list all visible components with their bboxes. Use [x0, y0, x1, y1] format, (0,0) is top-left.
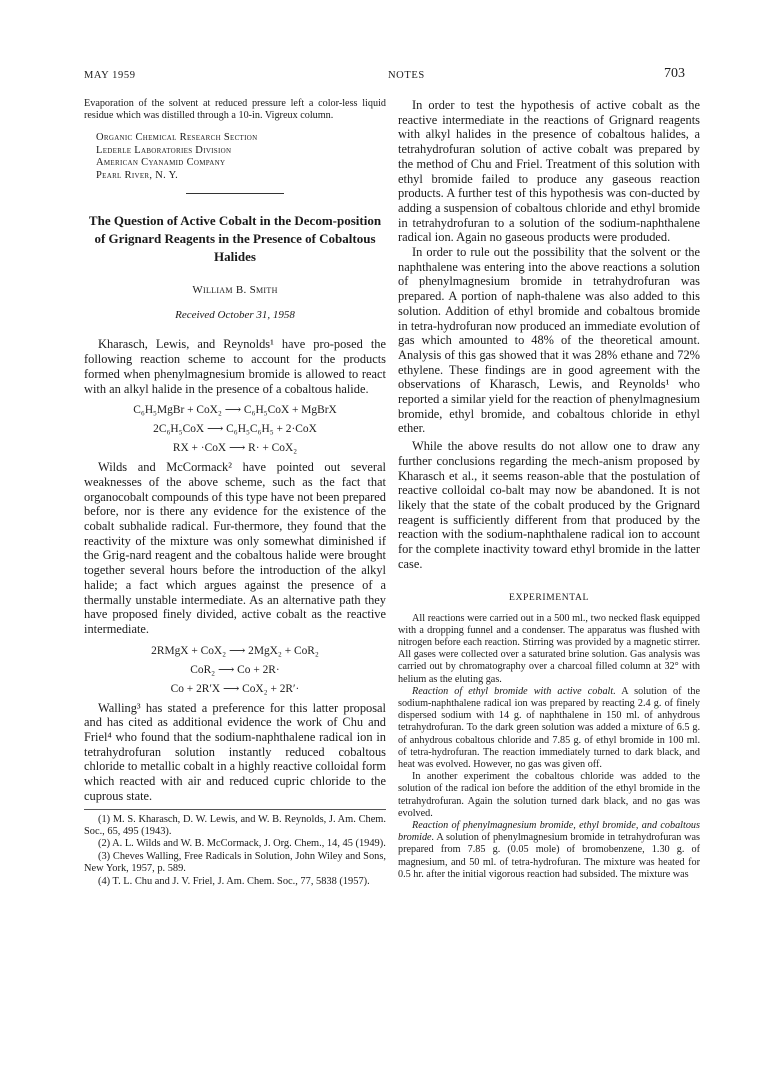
address-line: Pearl River, N. Y. — [96, 169, 179, 181]
section-divider — [186, 193, 284, 194]
address-line: American Cyanamid Company — [96, 157, 226, 169]
reaction-scheme-1 — [84, 403, 386, 455]
subsection-text: A solution of the sodium-naphthalene radical ion was prepared by reacting 2.4 g. of finely dispersed sodium with 14 g. of naphthalene in 150 ml. of anhydrous tetrahydrofuran. To the dark green solution was added a mixture of 6.5 g. of anhydrous cobaltous chloride and 7.85 g. of ethyl bromide in 100 ml. of tetra-hydrofuran. The reaction immediately turned to dark black, and heat was evolved. However, no gas was given off. — [398, 685, 701, 770]
experimental-active-cobalt — [398, 686, 700, 771]
affiliation-address — [84, 132, 386, 182]
solvent-paragraph: In order to rule out the possibility that the solvent or the naphthalene was entering into the above reactions a solution of phenylmagnesium bromide in tetrahydrofuran was prepared. A portion of naph-thalene was also added to this solution. Addition of ethyl bromide and cobaltous bromide in tetra-hydrofuran now produced an immediate evolution of gas which amounted to 48% of the theoretical amount. Analysis of this gas showed that it was 28% ethane and 72% ethylene. These findings are in good agreement with the observations of Kharasch, Lewis, and Reynolds¹ who reported a similar yield for the reaction of phenylmagnesium bromide, ethyl bromide, and cobaltous chloride in ethyl ether. — [398, 245, 700, 436]
equation: 2C₆H₅CoX ⟶ C₆H₅C₆H₅ + 2·CoX — [153, 423, 317, 436]
experimental-heading: EXPERIMENTAL — [509, 591, 589, 603]
article-author: William B. Smith — [192, 284, 278, 297]
address-line: Organic Chemical Research Section — [96, 132, 258, 144]
preceding-article-conclusion: Evaporation of the solvent at reduced pressure left a color-less liquid residue which was distilled through a 10-in. Vigreux column. — [84, 98, 386, 122]
address-line: Lederle Laboratories Division — [96, 144, 232, 156]
running-header-section: NOTES — [388, 70, 425, 81]
test-paragraph: In order to test the hypothesis of active cobalt as the reactive intermediate in the reactions of Grignard reagents with alkyl halides in the presence of cobaltous halides, a tetrahydrofuran solution of active cobalt was prepared by the method of Chu and Friel. Treatment of this solution with ethyl bromide failed to produce any gaseous reaction products. A further test of this hypothesis was con-ducted by adding a suspension of cobaltous chloride and ethyl bromide in tetrahydrofuran to a solution of the sodium-naphthalene radical ion. Again no gaseous products were produded. — [398, 98, 700, 245]
footnote: (2) A. L. Wilds and W. B. McCormack, J. Org. Chem., 14, 45 (1949). — [98, 838, 386, 850]
subsection-heading: Reaction of phenylmagnesium bromide, ethyl bromide, and cobaltous bromide. — [398, 819, 700, 844]
subsection-heading: Reaction of ethyl bromide with active cobalt. — [412, 685, 616, 697]
equation: CoR₂ ⟶ Co + 2R· — [190, 663, 280, 676]
equation: RX + ·CoX ⟶ R· + CoX₂ — [172, 442, 298, 455]
footnote-rule — [84, 809, 386, 810]
experimental-second-run: In another experiment the cobaltous chloride was added to the solution of the radical ion before the addition of the ethyl bromide in the tetrahydrofuran. Again the solution turned dark black, and no gas was evolved. — [398, 771, 700, 819]
walling-paragraph: Walling³ has stated a preference for this latter proposal and has cited as additional evidence the work of Chu and Friel⁴ who found that the sodium-naphthalene radical ion in tetrahydrofuran solution instantly reduced cobaltous chloride to metallic cobalt in a highly reactive colloidal form which reacted with air and reduced cupric chloride to the cuprous state. — [84, 700, 386, 803]
footnote: (1) M. S. Kharasch, D. W. Lewis, and W. B. Reynolds, J. Am. Chem. Soc., 65, 495 (1943). — [84, 813, 386, 837]
left-column — [84, 98, 386, 888]
received-date: Received October 31, 1958 — [175, 309, 295, 322]
equation: C₆H₅MgBr + CoX₂ ⟶ C₆H₅CoX + MgBrX — [133, 404, 337, 417]
equation: 2RMgX + CoX₂ ⟶ 2MgX₂ + CoR₂ — [151, 644, 319, 657]
intro-paragraph: Kharasch, Lewis, and Reynolds¹ have pro-posed the following reaction scheme to account for the products formed when phenylmagnesium bromide is allowed to react with an alkyl halide in the presence of a cobaltous halide. — [84, 337, 386, 396]
footnote: (4) T. L. Chu and J. V. Friel, J. Am. Chem. Soc., 77, 5838 (1957). — [98, 875, 370, 887]
subsection-text: A solution of phenylmagnesium bromide in tetrahydrofuran was prepared from 7.85 g. (0.05 mole) of bromobenzene, 1.30 g. of magnesium, and 50 ml. of tetra-hydrofuran. The mixture was heated for 0.5 hr. after the initial vigorous reaction had subsided. The mixture was — [398, 832, 700, 880]
experimental-grignard — [398, 820, 700, 881]
page-number: 703 — [664, 66, 685, 81]
article-title: The Question of Active Cobalt in the Decom-position of Grignard Reagents in the Presence of Cobaltous Halides — [88, 213, 382, 265]
right-column — [398, 98, 700, 881]
reaction-scheme-2 — [84, 644, 386, 696]
critique-paragraph: Wilds and McCormack² have pointed out several weaknesses of the above scheme, such as the fact that organocobalt compounds of this type have not been prepared before, nor is there any evidence for the existence of the cobalt subhalide radical. Fur-thermore, they found that the reactivity of the mixture was only somewhat diminished if the Grig-nard reagent and the cobaltous halide were brought together several hours before the introduction of the alkyl halide; a fact which argues against the presence of a thermally unstable intermediate. As an alternative path they have proposed finely divided, active cobalt as the reactive intermediate. — [84, 460, 386, 636]
running-header-date: MAY 1959 — [84, 70, 136, 81]
conclusion-paragraph: While the above results do not allow one to draw any further conclusions regarding the mech-anism proposed by Kharasch et al., it seems reason-able that the postulation of reactive colloidal co-balt may now be abandoned. It is not likely that the state of the cobalt produced by the Grignard reagent is sufficiently different from that produced by the reaction with the sodium-naphthalene radical ion to account for the complete inactivity toward ethyl bromide in the latter case. — [398, 439, 700, 571]
footnotes — [84, 814, 386, 888]
footnote: (3) Cheves Walling, Free Radicals in Solution, John Wiley and Sons, New York, 1957, p. 589. — [84, 850, 386, 875]
experimental-general: All reactions were carried out in a 500 ml., two necked flask equipped with a dropping funnel and a condenser. The apparatus was flushed with nitrogen before each reaction. Stirring was provided by a magnetic stirrer. All gases were collected over a saturated brine solution. Gas analysis was carried out by chromatography over a charcoal filled column at 32° with helium as the eluting gas. — [398, 612, 700, 685]
equation: Co + 2R′X ⟶ CoX₂ + 2R′· — [170, 682, 300, 695]
